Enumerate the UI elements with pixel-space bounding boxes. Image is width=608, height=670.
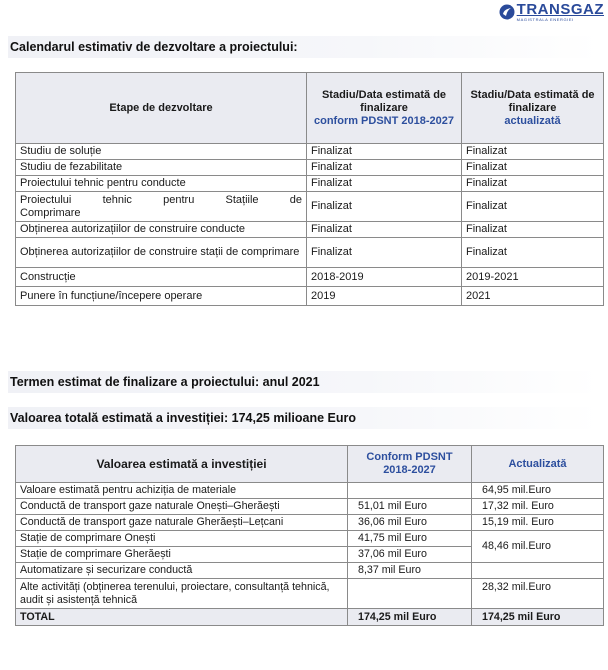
table-row xyxy=(16,176,604,192)
item-cell: Conductă de transport gaze naturale Gherăești–Lețcani xyxy=(16,515,348,531)
investment-table xyxy=(15,445,604,626)
pdsnt-cell: Finalizat xyxy=(307,192,462,222)
table-row xyxy=(16,515,604,531)
updated-cell: Finalizat xyxy=(462,160,604,176)
pdsnt-value: 36,06 mil Euro xyxy=(348,515,472,531)
total-label: TOTAL xyxy=(16,609,348,626)
item-cell: Valoare estimată pentru achiziția de materiale xyxy=(16,483,348,499)
table-row xyxy=(16,192,604,222)
updated-cell: Finalizat xyxy=(462,192,604,222)
pdsnt-cell: Finalizat xyxy=(307,238,462,268)
item-cell: Automatizare și securizare conductă xyxy=(16,563,348,579)
updated-cell: Finalizat xyxy=(462,222,604,238)
table-row xyxy=(16,579,604,609)
table-row xyxy=(16,222,604,238)
stage-cell: Studiu de fezabilitate xyxy=(16,160,307,176)
pdsnt-value xyxy=(348,483,472,499)
pdsnt-value: 37,06 mil Euro xyxy=(348,547,472,563)
schedule-header-row xyxy=(16,73,604,144)
table-row xyxy=(16,268,604,287)
stage-cell: Obținerea autorizațiilor de construire stații de comprimare xyxy=(16,238,307,268)
updated-value: 17,32 mil. Euro xyxy=(472,499,604,515)
logo-subtitle: MAGISTRALA ENERGIEI xyxy=(516,17,574,22)
updated-cell: 2019-2021 xyxy=(462,268,604,287)
updated-value: 28,32 mil.Euro xyxy=(472,579,604,609)
table-row xyxy=(16,563,604,579)
pdsnt-cell: Finalizat xyxy=(307,176,462,192)
stage-cell: Construcție xyxy=(16,268,307,287)
updated-value: 15,19 mil. Euro xyxy=(472,515,604,531)
updated-value xyxy=(472,563,604,579)
item-cell: Stație de comprimare Onești xyxy=(16,531,348,547)
transgaz-logo xyxy=(499,2,604,22)
table-row xyxy=(16,144,604,160)
stage-line-1: Proiectului tehnic pentru Stațiile de xyxy=(20,193,302,206)
header-updated-main: Stadiu/Data estimată de finalizare xyxy=(470,88,595,114)
stage-line-2: Comprimare xyxy=(20,206,81,219)
pdsnt-cell: Finalizat xyxy=(307,160,462,176)
stage-cell: Proiectului tehnic pentru conducte xyxy=(16,176,307,192)
header-pdsnt-main: Stadiu/Data estimată de finalizare xyxy=(321,88,447,114)
header-pdsnt: Conform PDSNT 2018-2027 xyxy=(348,446,472,483)
total-investment-heading: Valoarea totală estimată a investiției: 174,25 milioane Euro xyxy=(8,407,600,429)
pdsnt-cell: Finalizat xyxy=(307,144,462,160)
header-updated-accent: actualizată xyxy=(504,114,561,127)
pdsnt-cell: Finalizat xyxy=(307,222,462,238)
pdsnt-value: 8,37 mil Euro xyxy=(348,563,472,579)
table-row xyxy=(16,238,604,268)
updated-cell: Finalizat xyxy=(462,238,604,268)
schedule-table xyxy=(15,72,604,306)
table-row xyxy=(16,499,604,515)
table-row xyxy=(16,531,604,547)
pdsnt-cell: 2018-2019 xyxy=(307,268,462,287)
table-row xyxy=(16,160,604,176)
logo-name: TRANSGAZ xyxy=(516,1,604,18)
pdsnt-value: 41,75 mil Euro xyxy=(348,531,472,547)
updated-cell: 2021 xyxy=(462,287,604,306)
item-cell: Alte activități (obținerea terenului, proiectare, consultanță tehnică, audit și asistență tehnică xyxy=(16,579,348,609)
stage-cell: Punere în funcțiune/începere operare xyxy=(16,287,307,306)
completion-deadline-heading: Termen estimat de finalizare a proiectului: anul 2021 xyxy=(8,371,600,393)
item-cell: Conductă de transport gaze naturale Onești–Gherăești xyxy=(16,499,348,515)
header-updated-date xyxy=(462,73,604,144)
total-updated: 174,25 mil Euro xyxy=(472,609,604,626)
item-cell: Stație de comprimare Gherăești xyxy=(16,547,348,563)
header-pdsnt-accent: conform PDSNT 2018-2027 xyxy=(314,114,454,127)
updated-cell: Finalizat xyxy=(462,176,604,192)
total-row xyxy=(16,609,604,626)
table-row xyxy=(16,287,604,306)
header-updated: Actualizată xyxy=(472,446,604,483)
updated-cell: Finalizat xyxy=(462,144,604,160)
header-investment: Valoarea estimată a investiției xyxy=(16,446,348,483)
updated-value: 64,95 mil.Euro xyxy=(472,483,604,499)
stage-cell: Obținerea autorizațiilor de construire conducte xyxy=(16,222,307,238)
table-row xyxy=(16,483,604,499)
flame-logo-icon xyxy=(499,4,515,20)
pdsnt-value xyxy=(348,579,472,609)
stage-cell xyxy=(16,192,307,222)
header-pdsnt-date xyxy=(307,73,462,144)
header-stages: Etape de dezvoltare xyxy=(16,73,307,144)
stage-cell: Studiu de soluție xyxy=(16,144,307,160)
schedule-heading: Calendarul estimativ de dezvoltare a proiectului: xyxy=(8,36,600,58)
pdsnt-cell: 2019 xyxy=(307,287,462,306)
updated-value: 48,46 mil.Euro xyxy=(472,531,604,563)
pdsnt-value: 51,01 mil Euro xyxy=(348,499,472,515)
investment-header-row xyxy=(16,446,604,483)
total-pdsnt: 174,25 mil Euro xyxy=(348,609,472,626)
